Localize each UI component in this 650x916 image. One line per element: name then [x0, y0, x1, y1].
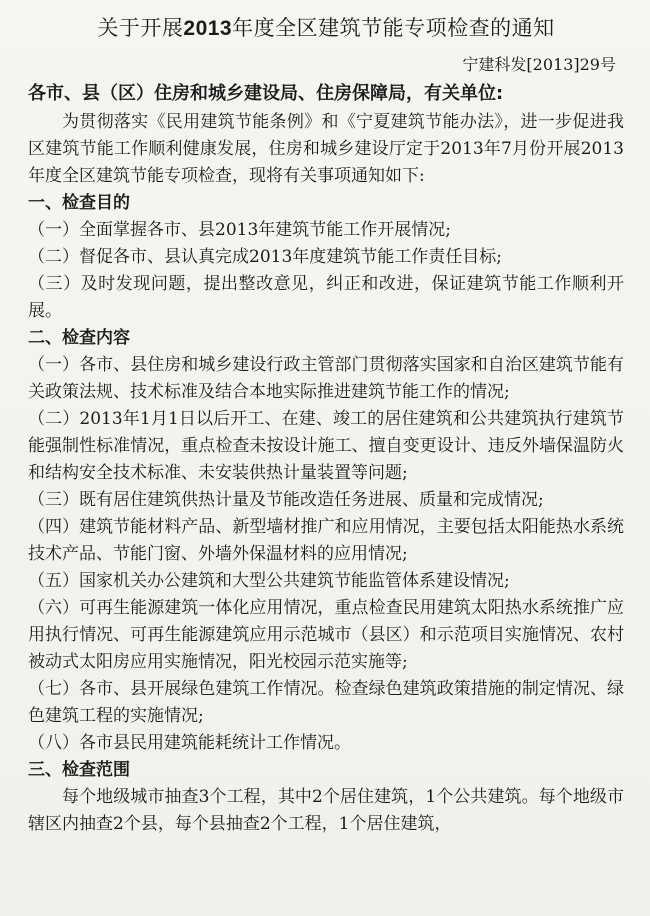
salutation: 各市、县（区）住房和城乡建设局、住房保障局，有关单位: [28, 83, 504, 104]
list-item: （三）既有居住建筑供热计量及节能改造任务进展、质量和完成情况; [28, 490, 544, 510]
list-item: （二）督促各市、县认真完成2013年度建筑节能工作责任目标; [28, 247, 502, 267]
intro-paragraph: 为贯彻落实《民用建筑节能条例》和《宁夏建筑节能办法》，进一步促进我区建筑节能工作顺利健康发展，住房和城乡建设厅定于2013年7月份开展2013年度全区建筑节能专项检查，现将有关事项通知如下: [28, 112, 624, 186]
list-item: （一）各市、县住房和城乡建设行政主管部门贯彻落实国家和自治区建筑节能有关政策法规、技术标准及结合本地实际推进建筑节能工作的情况; [28, 355, 624, 402]
scope-paragraph: 每个地级城市抽查3个工程，其中2个居住建筑，1个公共建筑。每个地级市辖区内抽查2个县，每个县抽查2个工程，1个居住建筑， [28, 787, 624, 834]
title-year: 2013 [183, 17, 233, 40]
list-item: （一）全面掌握各市、县2013年建筑节能工作开展情况; [28, 220, 451, 240]
title-suffix: 年度全区建筑节能专项检查的通知 [232, 16, 555, 40]
section-heading-content: 二、检查内容 [28, 328, 130, 348]
list-item: （二）2013年1月1日以后开工、在建、竣工的居住建筑和公共建筑执行建筑节能强制性标准情况，重点检查未按设计施工、擅自变更设计、违反外墙保温防火和结构安全技术标准、未安装供热计量装置等问题; [28, 409, 624, 483]
document-number: 宁建科发[2013]29号 [462, 55, 616, 74]
list-item: （三）及时发现问题，提出整改意见，纠正和改进，保证建筑节能工作顺利开展。 [28, 274, 624, 321]
section-heading-purpose: 一、检查目的 [28, 193, 130, 213]
list-item: （五）国家机关办公建筑和大型公共建筑节能监管体系建设情况; [28, 571, 510, 591]
document-title [28, 12, 624, 42]
list-item: （四）建筑节能材料产品、新型墙材推广和应用情况，主要包括太阳能热水系统技术产品、节能门窗、外墙外保温材料的应用情况; [28, 517, 624, 564]
list-item: （八）各市县民用建筑能耗统计工作情况。 [28, 733, 351, 753]
section-heading-scope: 三、检查范围 [28, 760, 130, 780]
list-item: （六）可再生能源建筑一体化应用情况，重点检查民用建筑太阳热水系统推广应用执行情况、可再生能源建筑应用示范城市（县区）和示范项目实施情况、农村被动式太阳房应用实施情况，阳光校园示范实施等; [28, 598, 624, 672]
title-prefix: 关于开展 [97, 16, 184, 40]
list-item: （七）各市、县开展绿色建筑工作情况。检查绿色建筑政策措施的制定情况、绿色建筑工程的实施情况; [28, 679, 624, 726]
